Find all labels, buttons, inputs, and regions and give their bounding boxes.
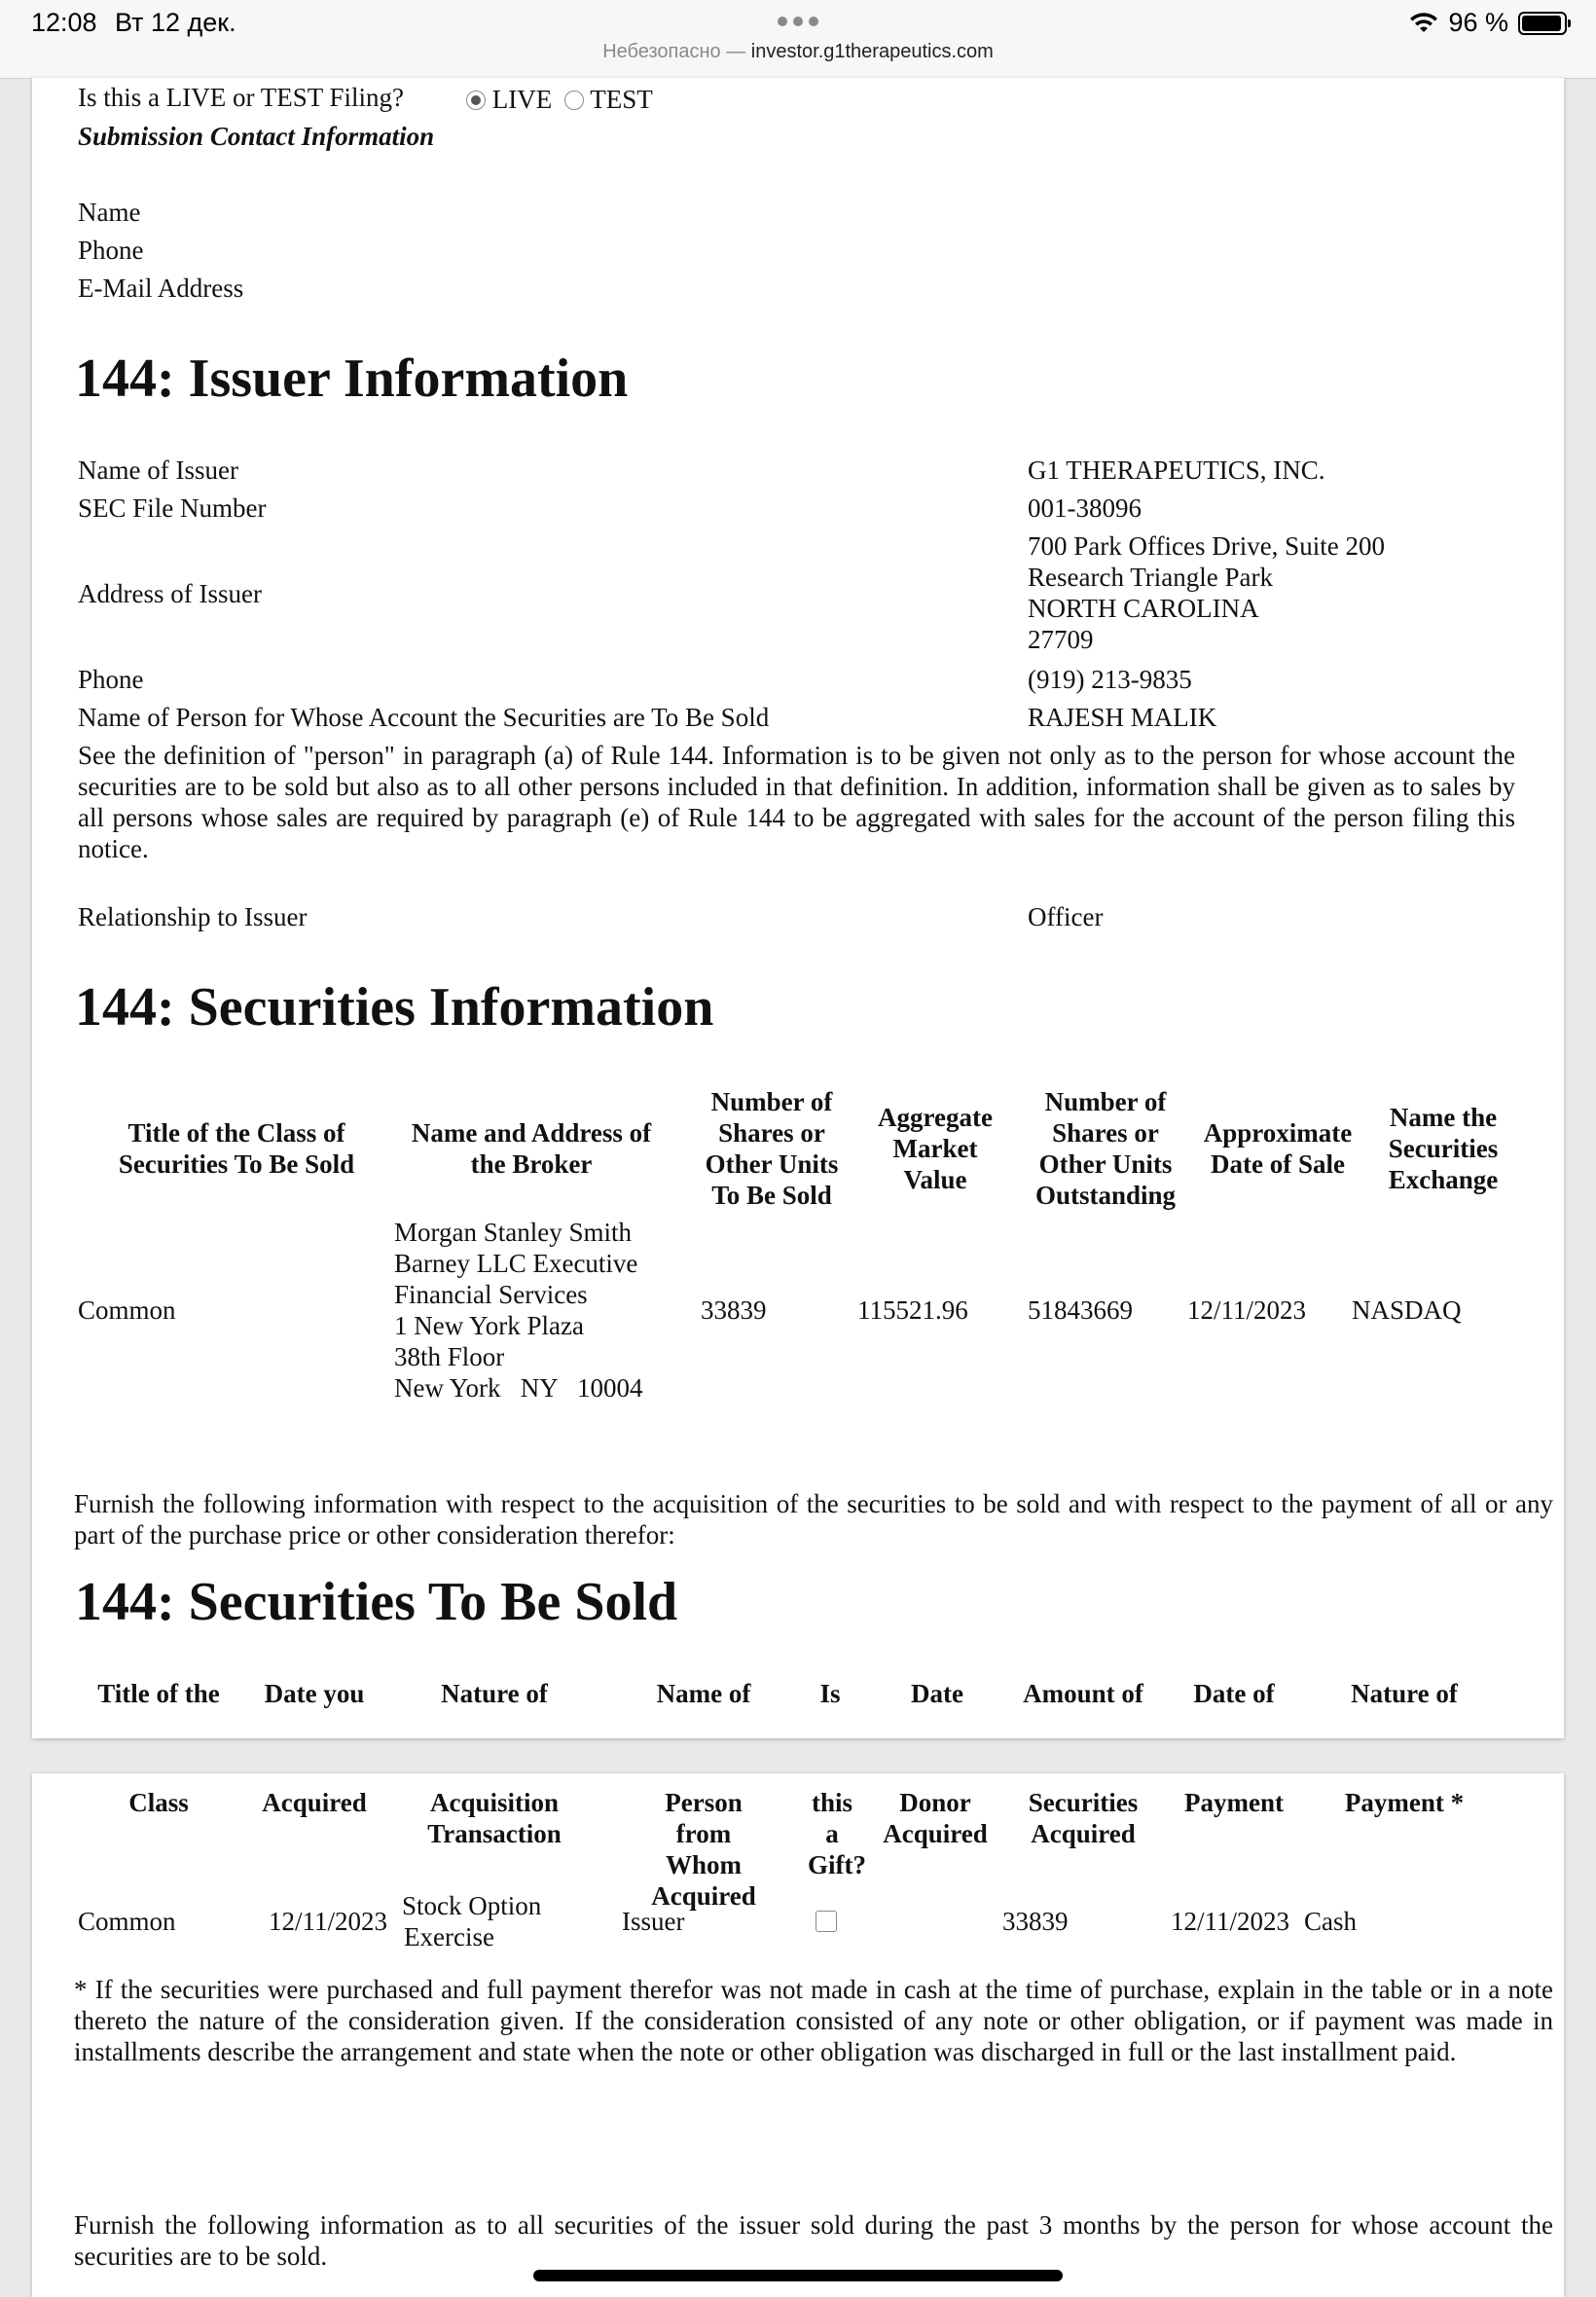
form-panel-continued — [32, 1773, 1564, 2297]
col-header-sale-date: Approximate Date of Sale — [1203, 1118, 1353, 1179]
cell-sold-class: Common — [78, 1907, 176, 1936]
issuer-heading: 144: Issuer Information — [75, 348, 629, 409]
broker-line: Barney LLC Executive — [394, 1249, 638, 1278]
to-be-sold-heading: 144: Securities To Be Sold — [75, 1572, 678, 1632]
col-header-gift-bottom: this a Gift? — [808, 1788, 866, 1879]
col-header-person-bottom: Person from Whom Acquired — [651, 1788, 756, 1911]
broker-line: 1 New York Plaza — [394, 1311, 584, 1340]
filing-question: Is this a LIVE or TEST Filing? — [78, 83, 404, 112]
col-header-market-value: Aggregate Market Value — [878, 1103, 993, 1194]
col-header-gift-top: Is — [819, 1679, 841, 1708]
relationship-label: Relationship to Issuer — [78, 902, 308, 931]
address-bar[interactable] — [0, 41, 1596, 63]
issuer-address-label: Address of Issuer — [78, 579, 262, 608]
payment-footnote: * If the securities were purchased and full payment therefor was not made in cash at the time of purchase, explain in the table or in a note thereto the nature of the consideration given. If the consideration consisted of any note or other obligation, or if payment was made in installments describe the arrangement and state when the note or other obligation was discharged in full or the last installment paid. — [74, 1975, 1553, 2066]
wifi-icon — [1409, 13, 1438, 34]
more-dots-icon[interactable] — [775, 14, 821, 31]
person-definition-note: See the definition of "person" in paragraph (a) of Rule 144. Information is to be given not only as to the person for whose account the securities are to be sold but also as to all other persons included in that definition. In addition, information shall be given as to sales by all persons whose sales are required by paragraph (e) of Rule 144 to be aggregated with sales for the account of the person filing this notice. — [78, 741, 1515, 863]
test-label: TEST — [590, 85, 653, 114]
status-right — [1409, 8, 1567, 38]
cell-outstanding: 51843669 — [1028, 1295, 1133, 1325]
cell-payment-nature: Cash — [1304, 1907, 1357, 1936]
nature-line: Stock Option — [402, 1891, 542, 1920]
seller-name-value: RAJESH MALIK — [1028, 703, 1217, 732]
col-header-class-top: Title of the — [97, 1679, 220, 1708]
col-header-payment-nature-top: Nature of — [1351, 1679, 1458, 1708]
issuer-phone-label: Phone — [78, 665, 144, 694]
issuer-address-value — [1028, 530, 1385, 655]
cell-amount-acquired: 33839 — [1002, 1907, 1069, 1936]
status-time: 12:08 — [31, 8, 97, 37]
filing-radio-group — [466, 84, 653, 115]
col-header-payment-date-bottom: Payment — [1184, 1788, 1284, 1817]
home-indicator[interactable] — [533, 2270, 1063, 2281]
securities-info-heading: 144: Securities Information — [75, 977, 714, 1038]
col-header-date-acquired-bottom: Acquired — [262, 1788, 367, 1817]
battery-icon — [1518, 12, 1567, 35]
gift-checkbox[interactable] — [816, 1911, 837, 1932]
cell-class: Common — [78, 1295, 176, 1325]
col-header-amount-top: Amount of — [1023, 1679, 1143, 1708]
col-header-payment-nature-bottom: Payment * — [1344, 1788, 1465, 1817]
issuer-name-label: Name of Issuer — [78, 456, 238, 485]
broker-line: Financial Services — [394, 1280, 588, 1309]
col-header-nature-bottom: Acquisition Transaction — [427, 1788, 562, 1848]
live-label: LIVE — [491, 85, 553, 114]
live-radio[interactable] — [466, 91, 486, 110]
test-radio[interactable] — [564, 91, 584, 110]
cell-payment-date: 12/11/2023 — [1171, 1907, 1290, 1936]
contact-name-label: Name — [78, 198, 141, 227]
insecure-label: Небезопасно — — [602, 41, 746, 62]
broker-line: 38th Floor — [394, 1342, 505, 1371]
contact-email-label: E-Mail Address — [78, 273, 244, 303]
col-header-date-acquired-top: Date you — [264, 1679, 365, 1708]
address-line: 700 Park Offices Drive, Suite 200 — [1028, 531, 1385, 561]
acquisition-furnish-note: Furnish the following information with respect to the acquisition of the securities to be sold and with respect to the payment of all or any part of the purchase price or other consideration therefor: — [74, 1489, 1553, 1550]
broker-line: Morgan Stanley Smith — [394, 1218, 633, 1247]
issuer-phone-value: (919) 213-9835 — [1028, 665, 1192, 694]
issuer-name-value: G1 THERAPEUTICS, INC. — [1028, 456, 1325, 485]
sec-file-label: SEC File Number — [78, 493, 267, 523]
cell-shares: 33839 — [701, 1295, 767, 1325]
col-header-person-top: Name of — [656, 1679, 751, 1708]
col-header-nature-top: Nature of — [441, 1679, 548, 1708]
cell-nature-acquisition — [402, 1890, 541, 1952]
cell-market-value: 115521.96 — [857, 1295, 968, 1325]
cell-sale-date: 12/11/2023 — [1187, 1295, 1307, 1325]
cell-exchange: NASDAQ — [1352, 1295, 1462, 1325]
seller-name-label: Name of Person for Whose Account the Securities are To Be Sold — [78, 703, 770, 732]
past-sales-note: Furnish the following information as to all securities of the issuer sold during the past 3 months by the person for whose account the securities are to be sold. — [74, 2210, 1553, 2271]
address-line: NORTH CAROLINA — [1028, 594, 1259, 623]
status-date: Вт 12 дек. — [115, 8, 236, 37]
cell-acquired-from: Issuer — [622, 1907, 685, 1936]
nature-line: Exercise — [404, 1922, 494, 1951]
col-header-amount-bottom: Securities Acquired — [1028, 1788, 1139, 1848]
sec-file-value: 001-38096 — [1028, 493, 1142, 523]
relationship-value: Officer — [1028, 902, 1104, 931]
battery-percent: 96 % — [1448, 8, 1508, 37]
ios-status-bar — [0, 0, 1596, 79]
col-header-shares: Number of Shares or Other Units To Be Sold — [705, 1087, 839, 1210]
col-header-donor-top: Date — [911, 1679, 963, 1708]
cell-date-acquired: 12/11/2023 — [269, 1907, 388, 1936]
cell-broker — [394, 1217, 643, 1404]
col-header-class-bottom: Class — [128, 1788, 189, 1817]
contact-heading: Submission Contact Information — [78, 122, 435, 151]
col-header-payment-date-top: Date of — [1193, 1679, 1275, 1708]
address-line: 27709 — [1028, 625, 1094, 654]
address-host: investor.g1therapeutics.com — [750, 41, 994, 62]
contact-phone-label: Phone — [78, 236, 144, 265]
form-panel-main — [32, 78, 1564, 1738]
col-header-class: Title of the Class of Securities To Be Sold — [118, 1118, 355, 1179]
col-header-exchange: Name the Securities Exchange — [1388, 1103, 1499, 1194]
broker-line: New York NY 10004 — [394, 1373, 643, 1403]
col-header-donor-bottom: Donor Acquired — [883, 1788, 988, 1848]
address-line: Research Triangle Park — [1028, 563, 1273, 592]
col-header-broker: Name and Address of the Broker — [411, 1118, 652, 1179]
col-header-outstanding: Number of Shares or Other Units Outstanding — [1034, 1087, 1177, 1210]
